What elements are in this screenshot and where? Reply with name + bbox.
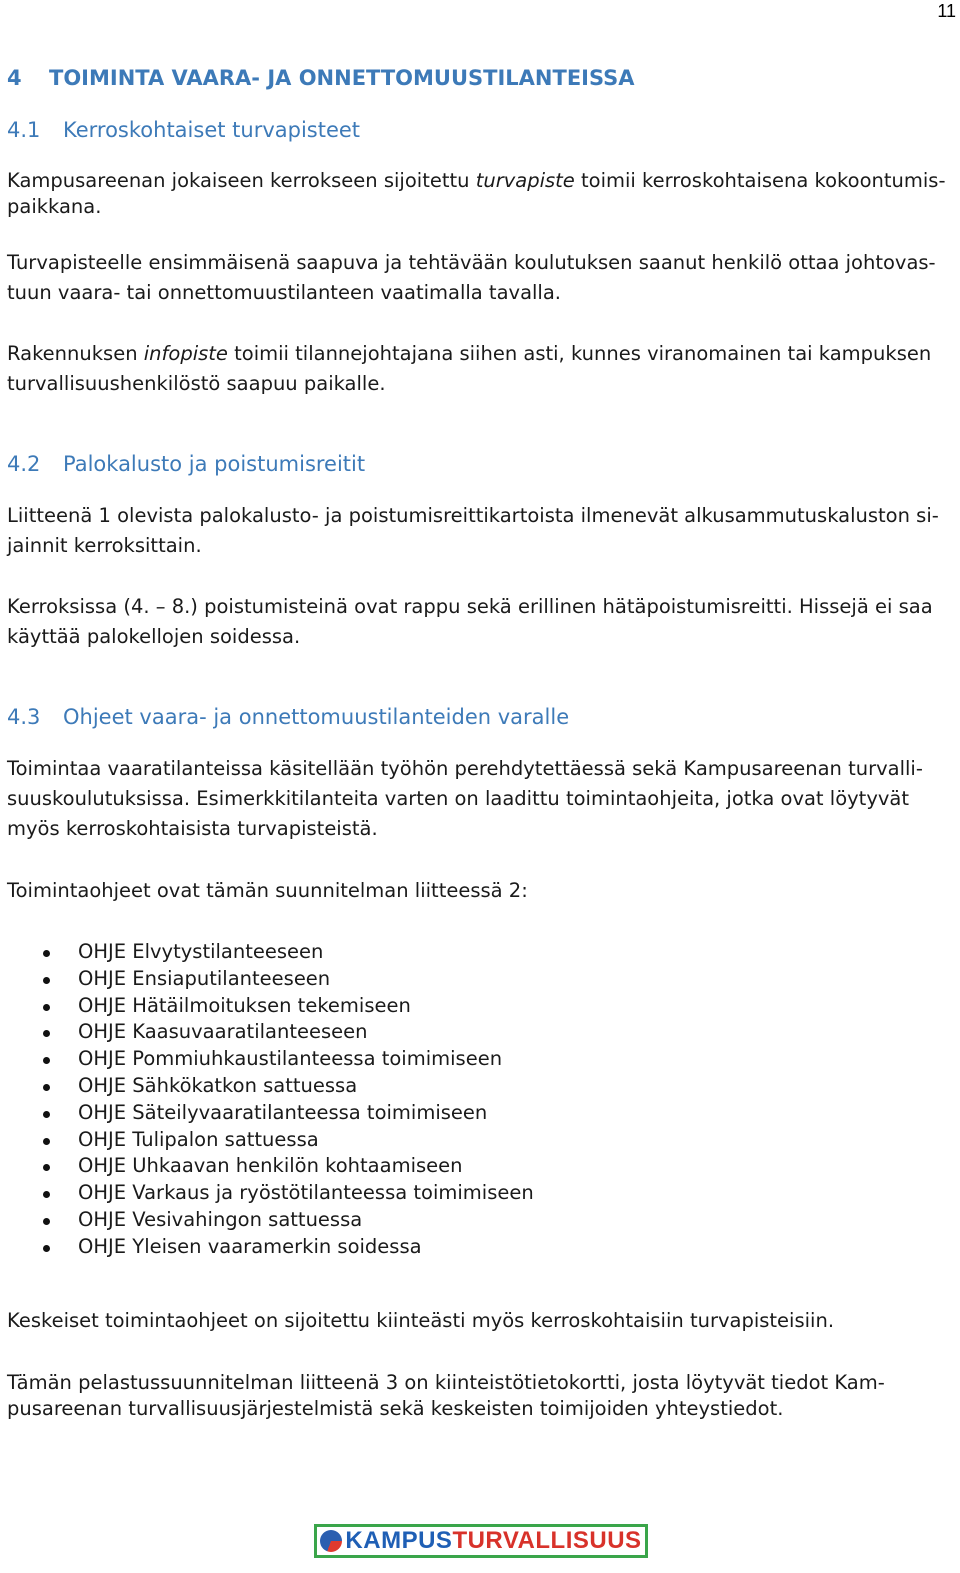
text: myös kerroskohtaisista turvapisteistä. xyxy=(7,817,378,840)
list-item-text: OHJE Ensiaputilanteeseen xyxy=(78,966,331,990)
subsection-heading-4-3 xyxy=(7,705,569,729)
list-item xyxy=(0,1207,534,1234)
bullet-icon xyxy=(43,1218,50,1225)
bullet-icon xyxy=(43,950,50,957)
paragraph-turvapiste xyxy=(7,168,946,220)
text: toimii kerroskohtaisena kokoontumis- xyxy=(574,169,946,192)
text: paikkana. xyxy=(7,195,102,218)
bullet-icon xyxy=(43,1245,50,1252)
text: tuun vaara- tai onnettomuustilanteen vaatimalla tavalla. xyxy=(7,281,561,304)
text: Rakennuksen xyxy=(7,342,144,365)
list-item-text: OHJE Kaasuvaaratilanteeseen xyxy=(78,1020,368,1044)
list-item-text: OHJE Uhkaavan henkilön kohtaamiseen xyxy=(78,1154,463,1178)
bullet-icon xyxy=(43,1057,50,1064)
instructions-list xyxy=(0,939,534,1261)
paragraph-infopiste xyxy=(7,339,931,399)
emphasis-text: infopiste xyxy=(143,342,228,365)
emphasis-text: turvapiste xyxy=(475,169,575,192)
list-item-text: OHJE Varkaus ja ryöstötilanteessa toimimiseen xyxy=(78,1181,534,1205)
section-heading xyxy=(7,66,635,90)
subsection-heading-4-2 xyxy=(7,452,365,476)
section-number: 4 xyxy=(7,66,22,90)
paragraph-toimintaa xyxy=(7,754,923,844)
paragraph-palokalusto xyxy=(7,501,939,561)
list-item xyxy=(0,1153,534,1180)
list-item-text: OHJE Yleisen vaaramerkin soidessa xyxy=(78,1234,422,1258)
paragraph-poistumisteet xyxy=(7,592,933,652)
list-item-text: OHJE Pommiuhkaustilanteessa toimimiseen xyxy=(78,1047,503,1071)
subsection-title: Palokalusto ja poistumisreitit xyxy=(63,452,366,476)
text: suuskoulutuksissa. Esimerkkitilanteita varten on laadittu toimintaohjeita, jotka ovat löytyvät xyxy=(7,787,909,810)
text: Turvapisteelle ensimmäisenä saapuva ja tehtävään koulutuksen saanut henkilö ottaa johtovas- xyxy=(7,251,936,274)
text: jainnit kerroksittain. xyxy=(7,534,202,557)
list-item xyxy=(0,1100,534,1127)
bullet-icon xyxy=(43,1004,50,1011)
logo-text-part2: TURVALLISUUS xyxy=(452,1527,642,1554)
text: pusareenan turvallisuusjärjestelmistä sekä keskeisten toimijoiden yhteystiedot. xyxy=(7,1397,784,1420)
page-number: 11 xyxy=(937,1,956,21)
text: Kampusareenan jokaiseen kerrokseen sijoitettu xyxy=(7,169,476,192)
list-item xyxy=(0,993,534,1020)
logo-mark-icon xyxy=(320,1530,342,1552)
bullet-icon xyxy=(43,1164,50,1171)
paragraph-keskeiset: Keskeiset toimintaohjeet on sijoitettu kiinteästi myös kerroskohtaisiin turvapisteisiin. xyxy=(7,1309,835,1332)
list-item xyxy=(0,966,534,993)
logo-text-part1: KAMPUS xyxy=(345,1527,453,1554)
bullet-icon xyxy=(43,977,50,984)
list-item xyxy=(0,1046,534,1073)
section-title: TOIMINTA VAARA- JA ONNETTOMUUSTILANTEISSA xyxy=(49,66,635,90)
text: Kerroksissa (4. – 8.) poistumisteinä ovat rappu sekä erillinen hätäpoistumisreitti. Hissejä ei saa xyxy=(7,595,933,618)
list-item xyxy=(0,1234,534,1261)
bullet-icon xyxy=(43,1030,50,1037)
list-item-text: OHJE Vesivahingon sattuessa xyxy=(78,1207,363,1231)
bullet-icon xyxy=(43,1138,50,1145)
list-item xyxy=(0,1180,534,1207)
list-item-text: OHJE Hätäilmoituksen tekemiseen xyxy=(78,993,411,1017)
text: toimii tilannejohtajana siihen asti, kunnes viranomainen tai kampuksen xyxy=(227,342,932,365)
list-item-text: OHJE Tulipalon sattuessa xyxy=(78,1127,319,1151)
paragraph-liite3 xyxy=(7,1370,885,1422)
paragraph-johtovastuu xyxy=(7,248,936,308)
subsection-number: 4.1 xyxy=(7,118,41,142)
text: Liitteenä 1 olevista palokalusto- ja poistumisreittikartoista ilmenevät alkusammutuskaluston si- xyxy=(7,504,939,527)
list-item xyxy=(0,1073,534,1100)
bullet-icon xyxy=(43,1111,50,1118)
list-item-text: OHJE Sähkökatkon sattuessa xyxy=(78,1073,358,1097)
subsection-title: Ohjeet vaara- ja onnettomuustilanteiden varalle xyxy=(63,705,570,729)
bullet-icon xyxy=(43,1084,50,1091)
subsection-title: Kerroskohtaiset turvapisteet xyxy=(63,118,361,142)
list-item xyxy=(0,1127,534,1154)
kampusturvallisuus-logo xyxy=(314,1524,648,1558)
subsection-number: 4.2 xyxy=(7,452,41,476)
text: Toimintaa vaaratilanteissa käsitellään työhön perehdytettäessä sekä Kampusareenan turvalli- xyxy=(7,757,923,780)
list-item-text: OHJE Elvytystilanteeseen xyxy=(78,940,324,963)
text: käyttää palokellojen soidessa. xyxy=(7,625,301,648)
subsection-number: 4.3 xyxy=(7,705,41,729)
text: turvallisuushenkilöstö saapuu paikalle. xyxy=(7,372,386,395)
paragraph-toimintaohjeet: Toimintaohjeet ovat tämän suunnitelman liitteessä 2: xyxy=(7,879,528,902)
text: Tämän pelastussuunnitelman liitteenä 3 on kiinteistötietokortti, josta löytyvät tiedot Kam- xyxy=(7,1371,885,1394)
list-item xyxy=(0,1019,534,1046)
subsection-heading-4-1 xyxy=(7,118,360,142)
list-item xyxy=(0,939,534,966)
list-item-text: OHJE Säteilyvaaratilanteessa toimimiseen xyxy=(78,1100,488,1124)
bullet-icon xyxy=(43,1191,50,1198)
